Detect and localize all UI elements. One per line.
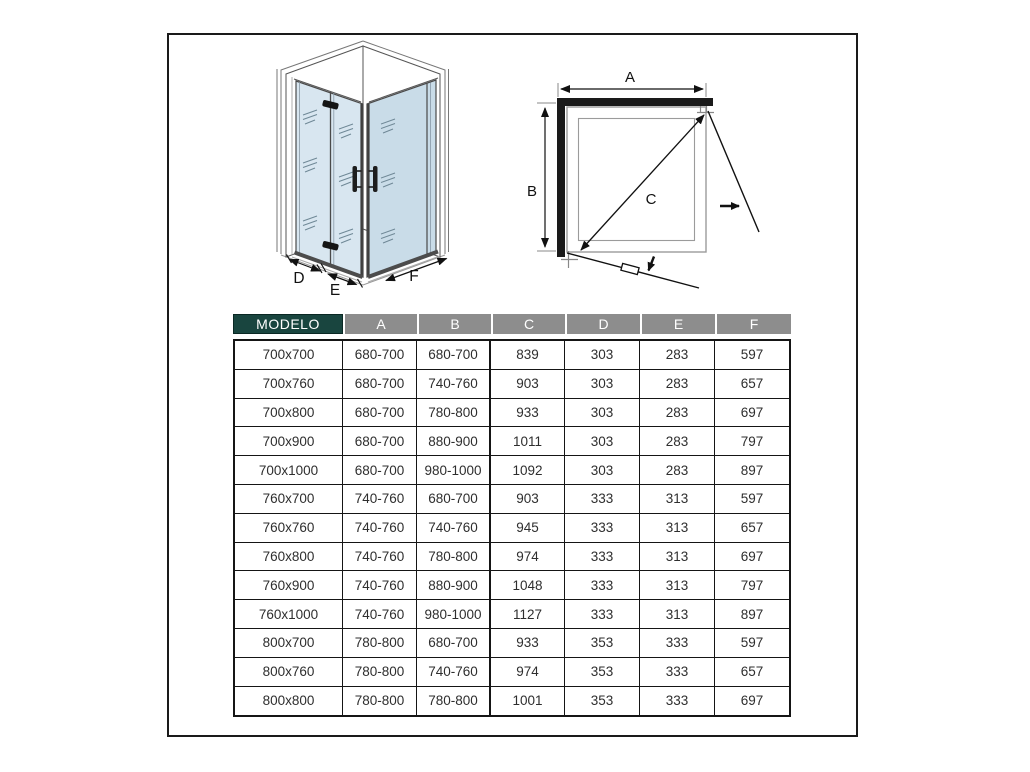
cell-c: 1011: [491, 427, 565, 456]
cell-e: 313: [640, 543, 715, 572]
wall-left: [557, 98, 565, 257]
dimension-arrow-c: [581, 115, 704, 250]
cell-e: 313: [640, 600, 715, 629]
header-modelo: MODELO: [233, 314, 343, 334]
dimensions-table: [233, 339, 791, 717]
cell-b: 680-700: [417, 341, 491, 370]
cell-b: 880-900: [417, 427, 491, 456]
cell-c: 945: [491, 514, 565, 543]
cell-f: 797: [715, 571, 789, 600]
cell-c: 974: [491, 658, 565, 687]
header-col-a: A: [343, 314, 417, 334]
cell-b: 680-700: [417, 485, 491, 514]
label-d: D: [293, 270, 305, 287]
cell-a: 740-760: [343, 571, 417, 600]
cell-a: 740-760: [343, 514, 417, 543]
cell-b: 980-1000: [417, 600, 491, 629]
cell-model: 760x800: [235, 543, 343, 572]
cell-b: 740-760: [417, 514, 491, 543]
cell-d: 333: [565, 543, 640, 572]
cell-d: 303: [565, 427, 640, 456]
label-e: E: [329, 282, 341, 299]
header-col-e: E: [640, 314, 715, 334]
cell-model: 800x760: [235, 658, 343, 687]
cell-b: 780-800: [417, 687, 491, 716]
header-col-f: F: [715, 314, 791, 334]
label-c: C: [645, 191, 657, 208]
cell-d: 303: [565, 341, 640, 370]
cell-e: 283: [640, 341, 715, 370]
cell-b: 740-760: [417, 370, 491, 399]
enclosure-isometric-diagram: [250, 38, 480, 300]
cell-c: 974: [491, 543, 565, 572]
cell-e: 333: [640, 629, 715, 658]
cell-f: 697: [740, 693, 764, 709]
cell-b: 980-1000: [417, 456, 491, 485]
cell-d: 353: [565, 629, 640, 658]
cell-e: 313: [640, 485, 715, 514]
cell-f: 697: [715, 543, 789, 572]
cell-b: 740-760: [417, 658, 491, 687]
cell-d: 333: [565, 514, 640, 543]
table-header: [233, 314, 791, 334]
label-a: A: [624, 69, 636, 86]
cell-f: 657: [715, 658, 789, 687]
cell-b: 780-800: [417, 399, 491, 428]
cell-d: 303: [565, 399, 640, 428]
cell-f: 657: [715, 370, 789, 399]
cell-model: 760x760: [235, 514, 343, 543]
cell-d: 353: [565, 658, 640, 687]
cell-e: 283: [640, 370, 715, 399]
cell-a: 780-800: [343, 658, 417, 687]
cell-model: 800x700: [235, 629, 343, 658]
cell-c: 1127: [491, 600, 565, 629]
cell-a: 740-760: [343, 543, 417, 572]
cell-b: 780-800: [417, 543, 491, 572]
cell-a: 740-760: [343, 600, 417, 629]
cell-c: 903: [491, 370, 565, 399]
cell-model: 700x800: [235, 399, 343, 428]
cell-f: 597: [715, 341, 789, 370]
cell-d: 333: [565, 600, 640, 629]
cell-c: 933: [491, 629, 565, 658]
cell-c: 933: [491, 399, 565, 428]
cell-e: 333: [640, 687, 715, 716]
cell-a: 780-800: [343, 687, 417, 716]
cell-model: 760x1000: [235, 600, 343, 629]
cell-e: 283: [640, 427, 715, 456]
cell-f: 657: [715, 514, 789, 543]
cell-model: 760x900: [235, 571, 343, 600]
cell-e: 283: [640, 456, 715, 485]
cell-model: 800x800: [235, 687, 343, 716]
cell-f: 897: [715, 600, 789, 629]
cell-e: 283: [640, 399, 715, 428]
cell-model: 700x700: [235, 341, 343, 370]
cell-e: 313: [640, 514, 715, 543]
cell-model: 700x760: [235, 370, 343, 399]
cell-model: 700x900: [235, 427, 343, 456]
cell-a: 680-700: [343, 341, 417, 370]
cell-a: 780-800: [343, 629, 417, 658]
label-b: B: [526, 183, 538, 200]
cell-a: 740-760: [343, 485, 417, 514]
cell-c: 839: [491, 341, 565, 370]
cell-a: 680-700: [343, 370, 417, 399]
cell-a: 680-700: [343, 399, 417, 428]
cell-d: 333: [565, 485, 640, 514]
cell-e: 333: [640, 658, 715, 687]
header-col-d: D: [565, 314, 640, 334]
label-f: F: [409, 268, 419, 285]
cell-d: 353: [565, 687, 640, 716]
cell-c: 1092: [491, 456, 565, 485]
top-view-diagram: [518, 40, 810, 302]
cell-d: 333: [565, 571, 640, 600]
door-swing-right: [708, 111, 759, 232]
wall-top: [557, 98, 713, 106]
cell-d: 303: [565, 456, 640, 485]
cell-f: 697: [715, 399, 789, 428]
cell-e: 313: [640, 571, 715, 600]
door-handle-plan: [621, 263, 639, 274]
cell-a: 680-700: [343, 456, 417, 485]
cell-f: 897: [715, 456, 789, 485]
cell-f: 597: [715, 629, 789, 658]
cell-model: 700x1000: [235, 456, 343, 485]
cell-model: 760x700: [235, 485, 343, 514]
cell-b: 680-700: [417, 629, 491, 658]
shower-tray: [567, 107, 706, 252]
cell-a: 680-700: [343, 427, 417, 456]
cell-c: 1048: [491, 571, 565, 600]
header-col-b: B: [417, 314, 491, 334]
swing-direction-arrow-bottom: [649, 257, 655, 271]
cell-f: 797: [715, 427, 789, 456]
cell-c: 903: [491, 485, 565, 514]
cell-f: 597: [715, 485, 789, 514]
cell-c: 1001: [491, 687, 565, 716]
header-col-c: C: [491, 314, 565, 334]
cell-d: 303: [565, 370, 640, 399]
cell-b: 880-900: [417, 571, 491, 600]
